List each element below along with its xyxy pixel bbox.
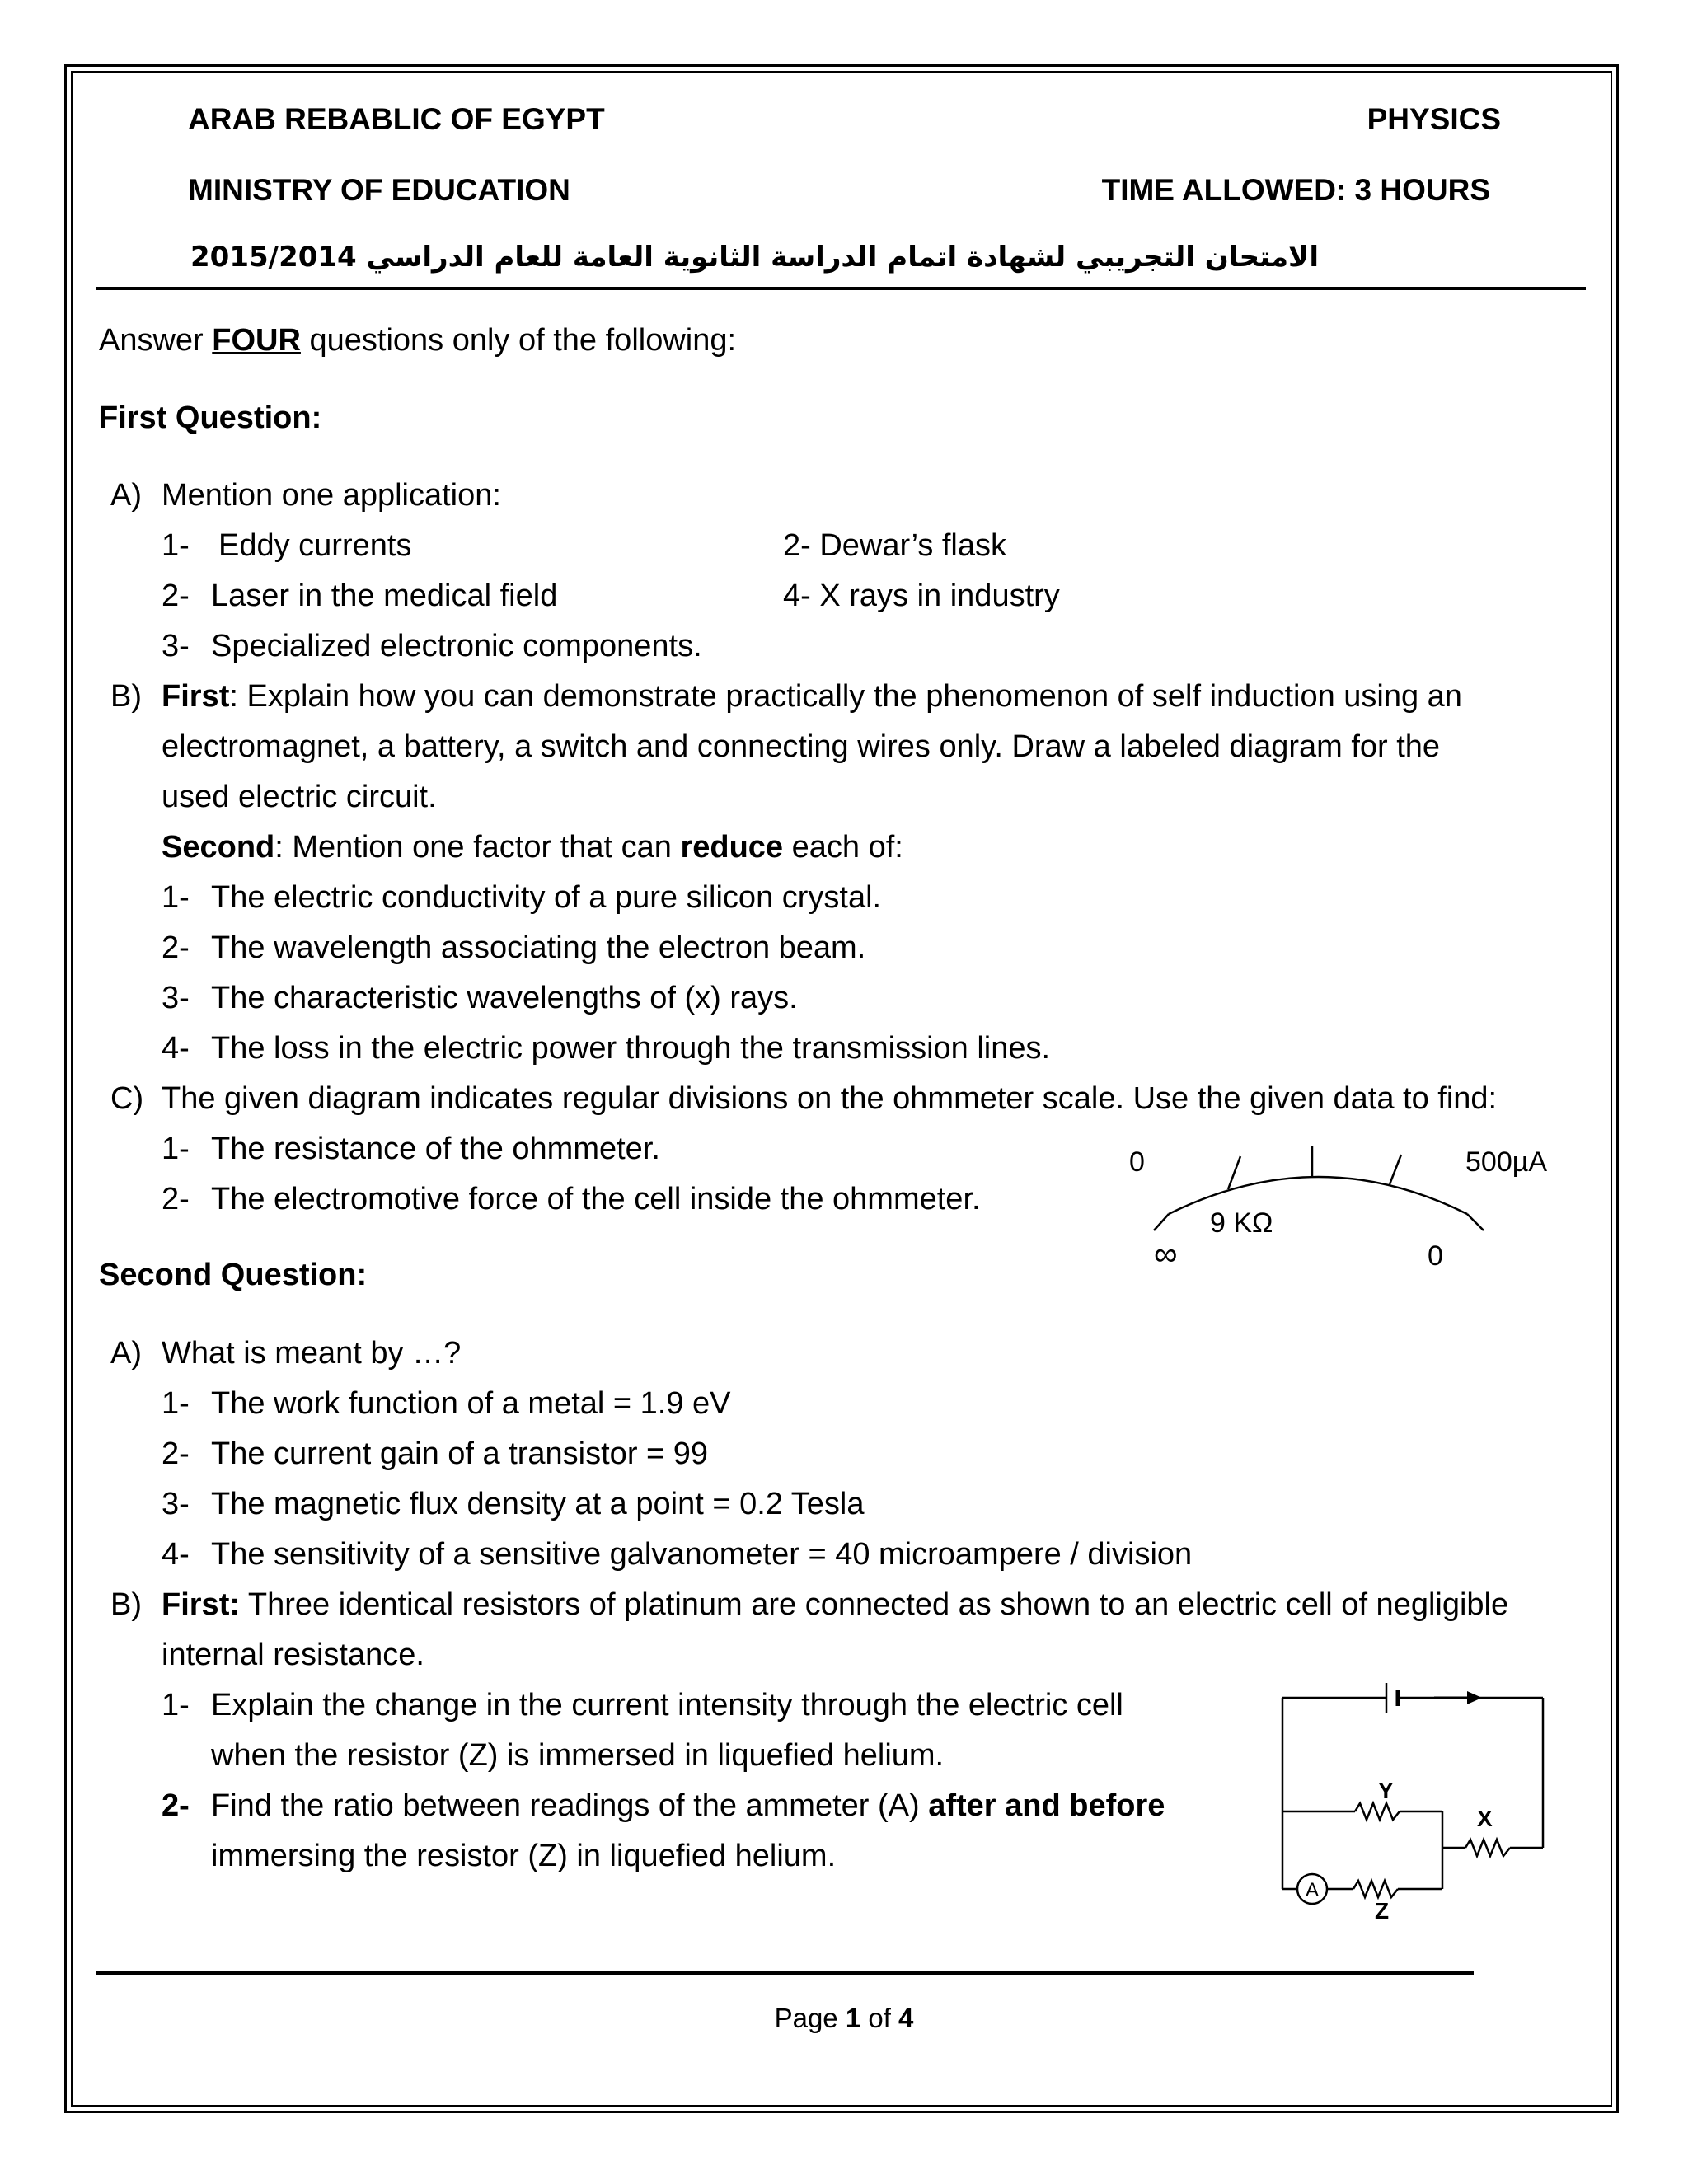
q1-a-letter: A) (110, 478, 142, 513)
q1-c-item1-num: 1- (162, 1132, 190, 1166)
q2-a-item2-num: 2- (162, 1436, 190, 1471)
q2-a-item1-num: 1- (162, 1386, 190, 1421)
ohmmeter-scale-diagram (1121, 1141, 1582, 1290)
q1-b-item1-text: The electric conductivity of a pure silicon crystal. (211, 880, 882, 915)
q1-b-item4-text: The loss in the electric power through the transmission lines. (211, 1031, 1051, 1066)
q1-b-second-bold: reduce (680, 830, 784, 865)
q1-c-item1-text: The resistance of the ohmmeter. (211, 1132, 660, 1166)
q2-b-item2-num: 2- (162, 1788, 190, 1823)
q2-b-item1-line1: Explain the change in the current intensity through the electric cell (211, 1688, 1123, 1722)
q2-b-item2-line2: immersing the resistor (Z) in liquefied helium. (211, 1839, 837, 1873)
resistor-y (1355, 1803, 1400, 1820)
header-subject: PHYSICS (1367, 102, 1501, 136)
q2-b-first-line2: internal resistance. (162, 1638, 424, 1672)
q2-a-item3-text: The magnetic flux density at a point = 0.2 Tesla (211, 1487, 865, 1521)
q2-a-text: What is meant by …? (162, 1336, 462, 1371)
q1-a-text: Mention one application: (162, 478, 501, 513)
q1-a-item1-text: Eddy currents (218, 528, 412, 563)
resistor-z (1353, 1881, 1398, 1897)
q2-b-first-line1 (162, 1587, 1508, 1623)
q1-a-col2-item1: 2- Dewar’s flask (783, 528, 1007, 563)
q2-b-item2-bold: after and before (928, 1788, 1165, 1823)
ohmmeter-label-mid: 9 KΩ (1210, 1207, 1273, 1239)
ohmmeter-tick-right (1467, 1214, 1484, 1230)
q2-b-first-text: Three identical resistors of platinum are connected as shown to an electric cell of negligible (240, 1587, 1509, 1622)
q1-a-item1-num: 1- (162, 528, 190, 563)
q1-b-item4-num: 4- (162, 1031, 190, 1066)
q1-b-item3-num: 3- (162, 981, 190, 1015)
header-ministry: MINISTRY OF EDUCATION (188, 173, 570, 207)
q1-b-first-text: : Explain how you can demonstrate practically the phenomenon of self induction using an (229, 679, 1462, 714)
q1-c-item2-text: The electromotive force of the cell inside the ohmmeter. (211, 1182, 981, 1216)
q1-b-item2-text: The wavelength associating the electron beam. (211, 930, 866, 965)
q1-b-first-line1 (162, 679, 1462, 715)
instructions-suffix: questions only of the following: (300, 323, 737, 358)
footer-divider (96, 1971, 1474, 1975)
q1-b-item2-num: 2- (162, 930, 190, 965)
q2-a-item3-num: 3- (162, 1487, 190, 1521)
ammeter-label: A (1306, 1879, 1320, 1901)
q2-b-item1-num: 1- (162, 1688, 190, 1722)
circuit-label-x: X (1477, 1806, 1493, 1831)
ohmmeter-tick-left (1154, 1214, 1169, 1230)
ohmmeter-tick-1 (1228, 1156, 1240, 1189)
q1-a-item2-num: 2- (162, 579, 190, 613)
q2-title: Second Question: (99, 1258, 368, 1292)
q1-c-text: The given diagram indicates regular divisions on the ohmmeter scale. Use the given data to find: (162, 1081, 1498, 1116)
header-country: ARAB REBABLIC OF EGYPT (188, 102, 605, 136)
q2-a-item2-text: The current gain of a transistor = 99 (211, 1436, 709, 1471)
ohmmeter-tick-3 (1390, 1155, 1401, 1184)
page-mid: of (860, 2003, 899, 2033)
q2-b-item1-line2: when the resistor (Z) is immersed in liquefied helium. (211, 1738, 945, 1773)
q1-b-item3-text: The characteristic wavelengths of (x) rays. (211, 981, 798, 1015)
ohmmeter-label-right-top: 500µA (1465, 1146, 1547, 1178)
instructions (99, 323, 736, 359)
q1-c-letter: C) (110, 1081, 144, 1116)
page-current: 1 (845, 2003, 861, 2033)
instructions-emphasis: FOUR (212, 323, 301, 358)
header-divider (96, 287, 1586, 290)
q1-b-second-mid: : Mention one factor that can (274, 830, 681, 865)
q1-b-first-line2: electromagnet, a battery, a switch and connecting wires only. Draw a labeled diagram for the (162, 729, 1441, 764)
q1-a-item3-num: 3- (162, 629, 190, 663)
instructions-prefix: Answer (99, 323, 213, 358)
circuit-diagram (1269, 1673, 1566, 1920)
q2-b-letter: B) (110, 1587, 142, 1622)
q1-b-second-label: Second (162, 830, 275, 865)
q2-b-first-label: First: (162, 1587, 240, 1622)
q1-b-first-line3: used electric circuit. (162, 780, 437, 814)
q1-b-second-end: each of: (783, 830, 903, 865)
q1-a-col2-item2: 4- X rays in industry (783, 579, 1060, 613)
q2-a-item4-num: 4- (162, 1537, 190, 1572)
q2-a-letter: A) (110, 1336, 142, 1371)
q2-a-item4-text: The sensitivity of a sensitive galvanometer = 40 microampere / division (211, 1537, 1193, 1572)
q2-b-item2-line1 (211, 1788, 1165, 1824)
q1-a-item2-text: Laser in the medical field (211, 579, 558, 613)
resistor-x (1465, 1840, 1510, 1856)
ohmmeter-label-left-top: 0 (1129, 1146, 1145, 1178)
q1-a-item3-text: Specialized electronic components. (211, 629, 702, 663)
ohmmeter-label-right-bottom: 0 (1428, 1240, 1443, 1272)
q1-b-second (162, 830, 903, 865)
page-number (0, 2003, 1688, 2034)
q1-b-item1-num: 1- (162, 880, 190, 915)
ohmmeter-label-left-bottom: ∞ (1154, 1236, 1178, 1272)
q1-title: First Question: (99, 401, 322, 435)
circuit-label-z: Z (1375, 1898, 1390, 1920)
header-time-allowed: TIME ALLOWED: 3 HOURS (1101, 173, 1490, 207)
q2-b-item2-pre: Find the ratio between readings of the ammeter (A) (211, 1788, 929, 1823)
header-arabic-title: الامتحان التجريبي لشهادة اتمام الدراسة الثانوية العامة للعام الدراسي 2015/2014 (190, 241, 1319, 274)
q2-a-item1-text: The work function of a metal = 1.9 eV (211, 1386, 731, 1421)
page-total: 4 (898, 2003, 914, 2033)
q1-b-first-label: First (162, 679, 230, 714)
circuit-label-y: Y (1378, 1778, 1394, 1803)
q1-b-letter: B) (110, 679, 142, 714)
q1-c-item2-num: 2- (162, 1182, 190, 1216)
page-prefix: Page (774, 2003, 846, 2033)
